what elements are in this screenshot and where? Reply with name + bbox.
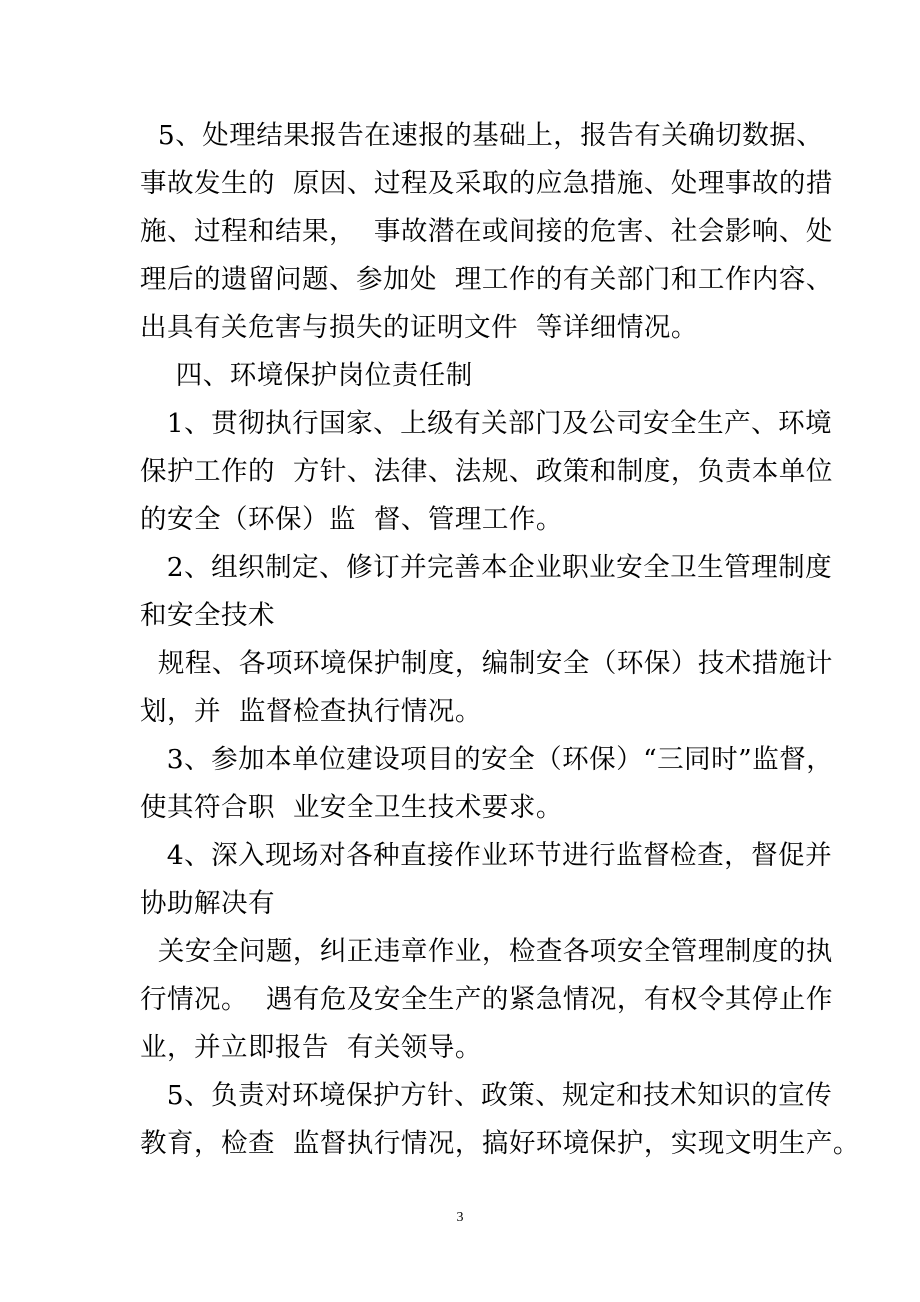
text-line: 理后的遗留问题、参加处 理工作的有关部门和工作内容、: [140, 264, 833, 295]
text-line: 保护工作的 方针、法律、法规、政策和制度，负责本单位: [140, 456, 833, 487]
text-line: 4、深入现场对各种直接作业环节进行监督检查，督促并: [140, 840, 833, 871]
text-line: 教育，检查 监督执行情况，搞好环境保护，实现文明生产。: [140, 1128, 860, 1159]
text-line: 的安全（环保）监 督、管理工作。: [140, 504, 563, 535]
text-line: 施、过程和结果， 事故潜在或间接的危害、社会影响、处: [140, 216, 833, 247]
text-line: 出具有关危害与损失的证明文件 等详细情况。: [140, 312, 698, 343]
text-line: 协助解决有: [140, 888, 275, 919]
section-heading: 四、环境保护岗位责任制: [140, 360, 473, 391]
text-line: 业，并立即报告 有关领导。: [140, 1032, 482, 1063]
text-line: 事故发生的 原因、过程及采取的应急措施、处理事故的措: [140, 168, 833, 199]
page-number: 3: [456, 1210, 464, 1225]
text-line: 关安全问题，纠正违章作业，检查各项安全管理制度的执: [140, 936, 833, 967]
document-body: [140, 112, 860, 1168]
text-line: 和安全技术: [140, 600, 275, 631]
text-line: 划，并 监督检查执行情况。: [140, 696, 482, 727]
text-line: 5、负责对环境保护方针、政策、规定和技术知识的宣传: [140, 1080, 833, 1111]
text-line: 3、参加本单位建设项目的安全（环保）“三同时”监督，: [140, 744, 834, 775]
text-line: 5、处理结果报告在速报的基础上，报告有关确切数据、: [140, 120, 824, 151]
text-line: 规程、各项环境保护制度，编制安全（环保）技术措施计: [140, 648, 833, 679]
text-line: 2、组织制定、修订并完善本企业职业安全卫生管理制度: [140, 552, 833, 583]
text-line: 行情况。 遇有危及安全生产的紧急情况，有权令其停止作: [140, 984, 833, 1015]
text-line: 使其符合职 业安全卫生技术要求。: [140, 792, 563, 823]
text-line: 1、贯彻执行国家、上级有关部门及公司安全生产、环境: [140, 408, 833, 439]
